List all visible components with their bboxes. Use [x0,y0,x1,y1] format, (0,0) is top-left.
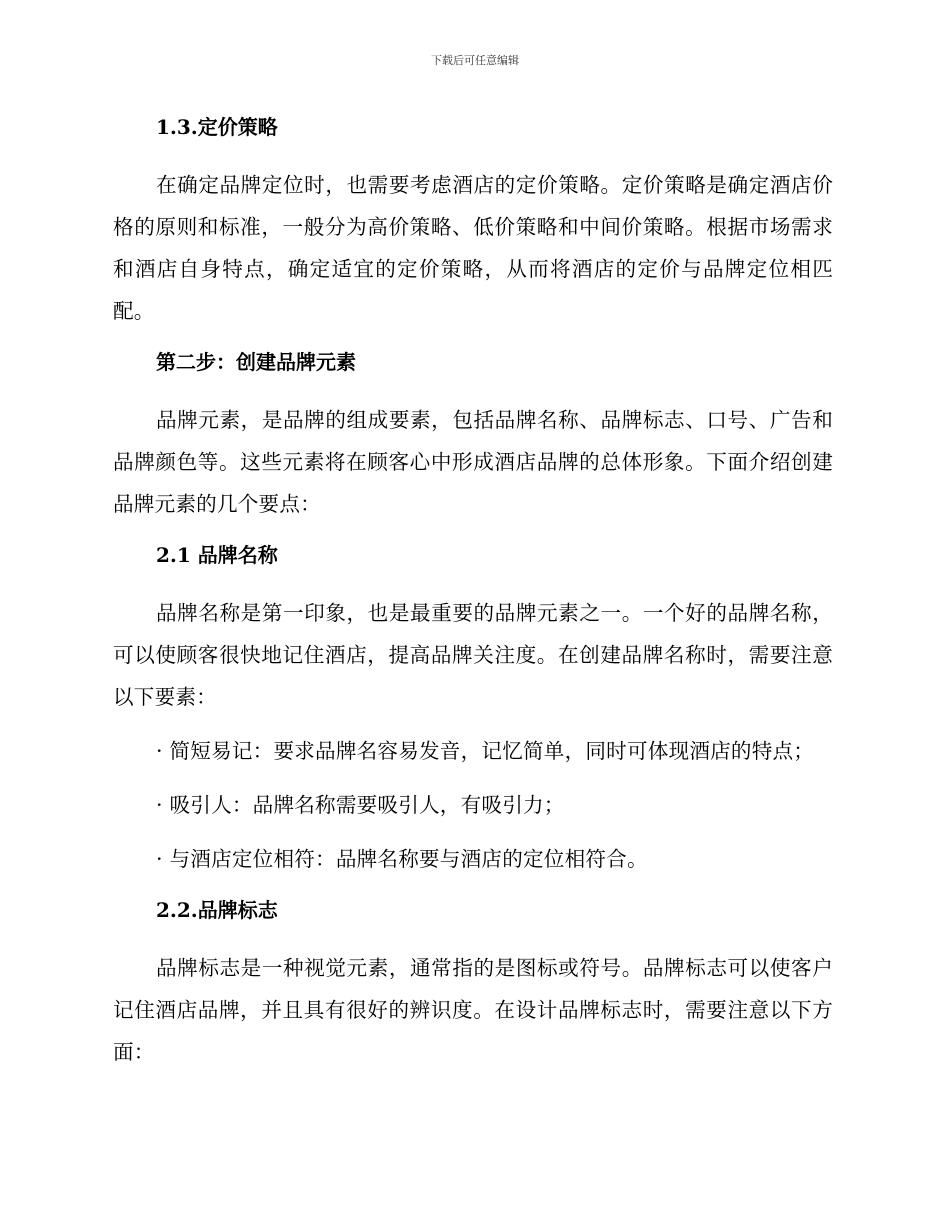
section-heading-step-two: 第二步：创建品牌元素 [156,350,356,374]
paragraph-brand-elements: 品牌元素，是品牌的组成要素，包括品牌名称、品牌标志、口号、广告和品牌颜色等。这些元素将在顾客心中形成酒店品牌的总体形象。下面介绍创建品牌元素的几个要点： [113,408,833,516]
bullet-item: · 吸引人：品牌名称需要吸引人，有吸引力； [156,793,565,817]
document-body [113,109,833,1073]
page-header: 下载后可任意编辑 [431,54,519,67]
paragraph-pricing: 在确定品牌定位时，也需要考虑酒店的定价策略。定价策略是确定酒店价格的原则和标准，一般分为高价策略、低价策略和中间价策略。根据市场需求和酒店自身特点，确定适宜的定价策略，从而将酒店的定价与品牌定位相匹配。 [113,173,833,323]
section-heading-brand-name: 2.1 品牌名称 [156,543,278,567]
paragraph-brand-name: 品牌名称是第一印象，也是最重要的品牌元素之一。一个好的品牌名称，可以使顾客很快地记住酒店，提高品牌关注度。在创建品牌名称时，需要注意以下要素： [113,601,833,709]
section-heading-pricing: 1.3.定价策略 [156,115,278,139]
section-heading-brand-logo: 2.2.品牌标志 [156,898,278,922]
paragraph-brand-logo: 品牌标志是一种视觉元素，通常指的是图标或符号。品牌标志可以使客户记住酒店品牌，并且具有很好的辨识度。在设计品牌标志时，需要注意以下方面： [113,956,833,1064]
bullet-item: · 简短易记：要求品牌名容易发音，记忆简单，同时可体现酒店的特点； [156,739,815,763]
bullet-item: · 与酒店定位相符：品牌名称要与酒店的定位相符合。 [156,847,648,871]
